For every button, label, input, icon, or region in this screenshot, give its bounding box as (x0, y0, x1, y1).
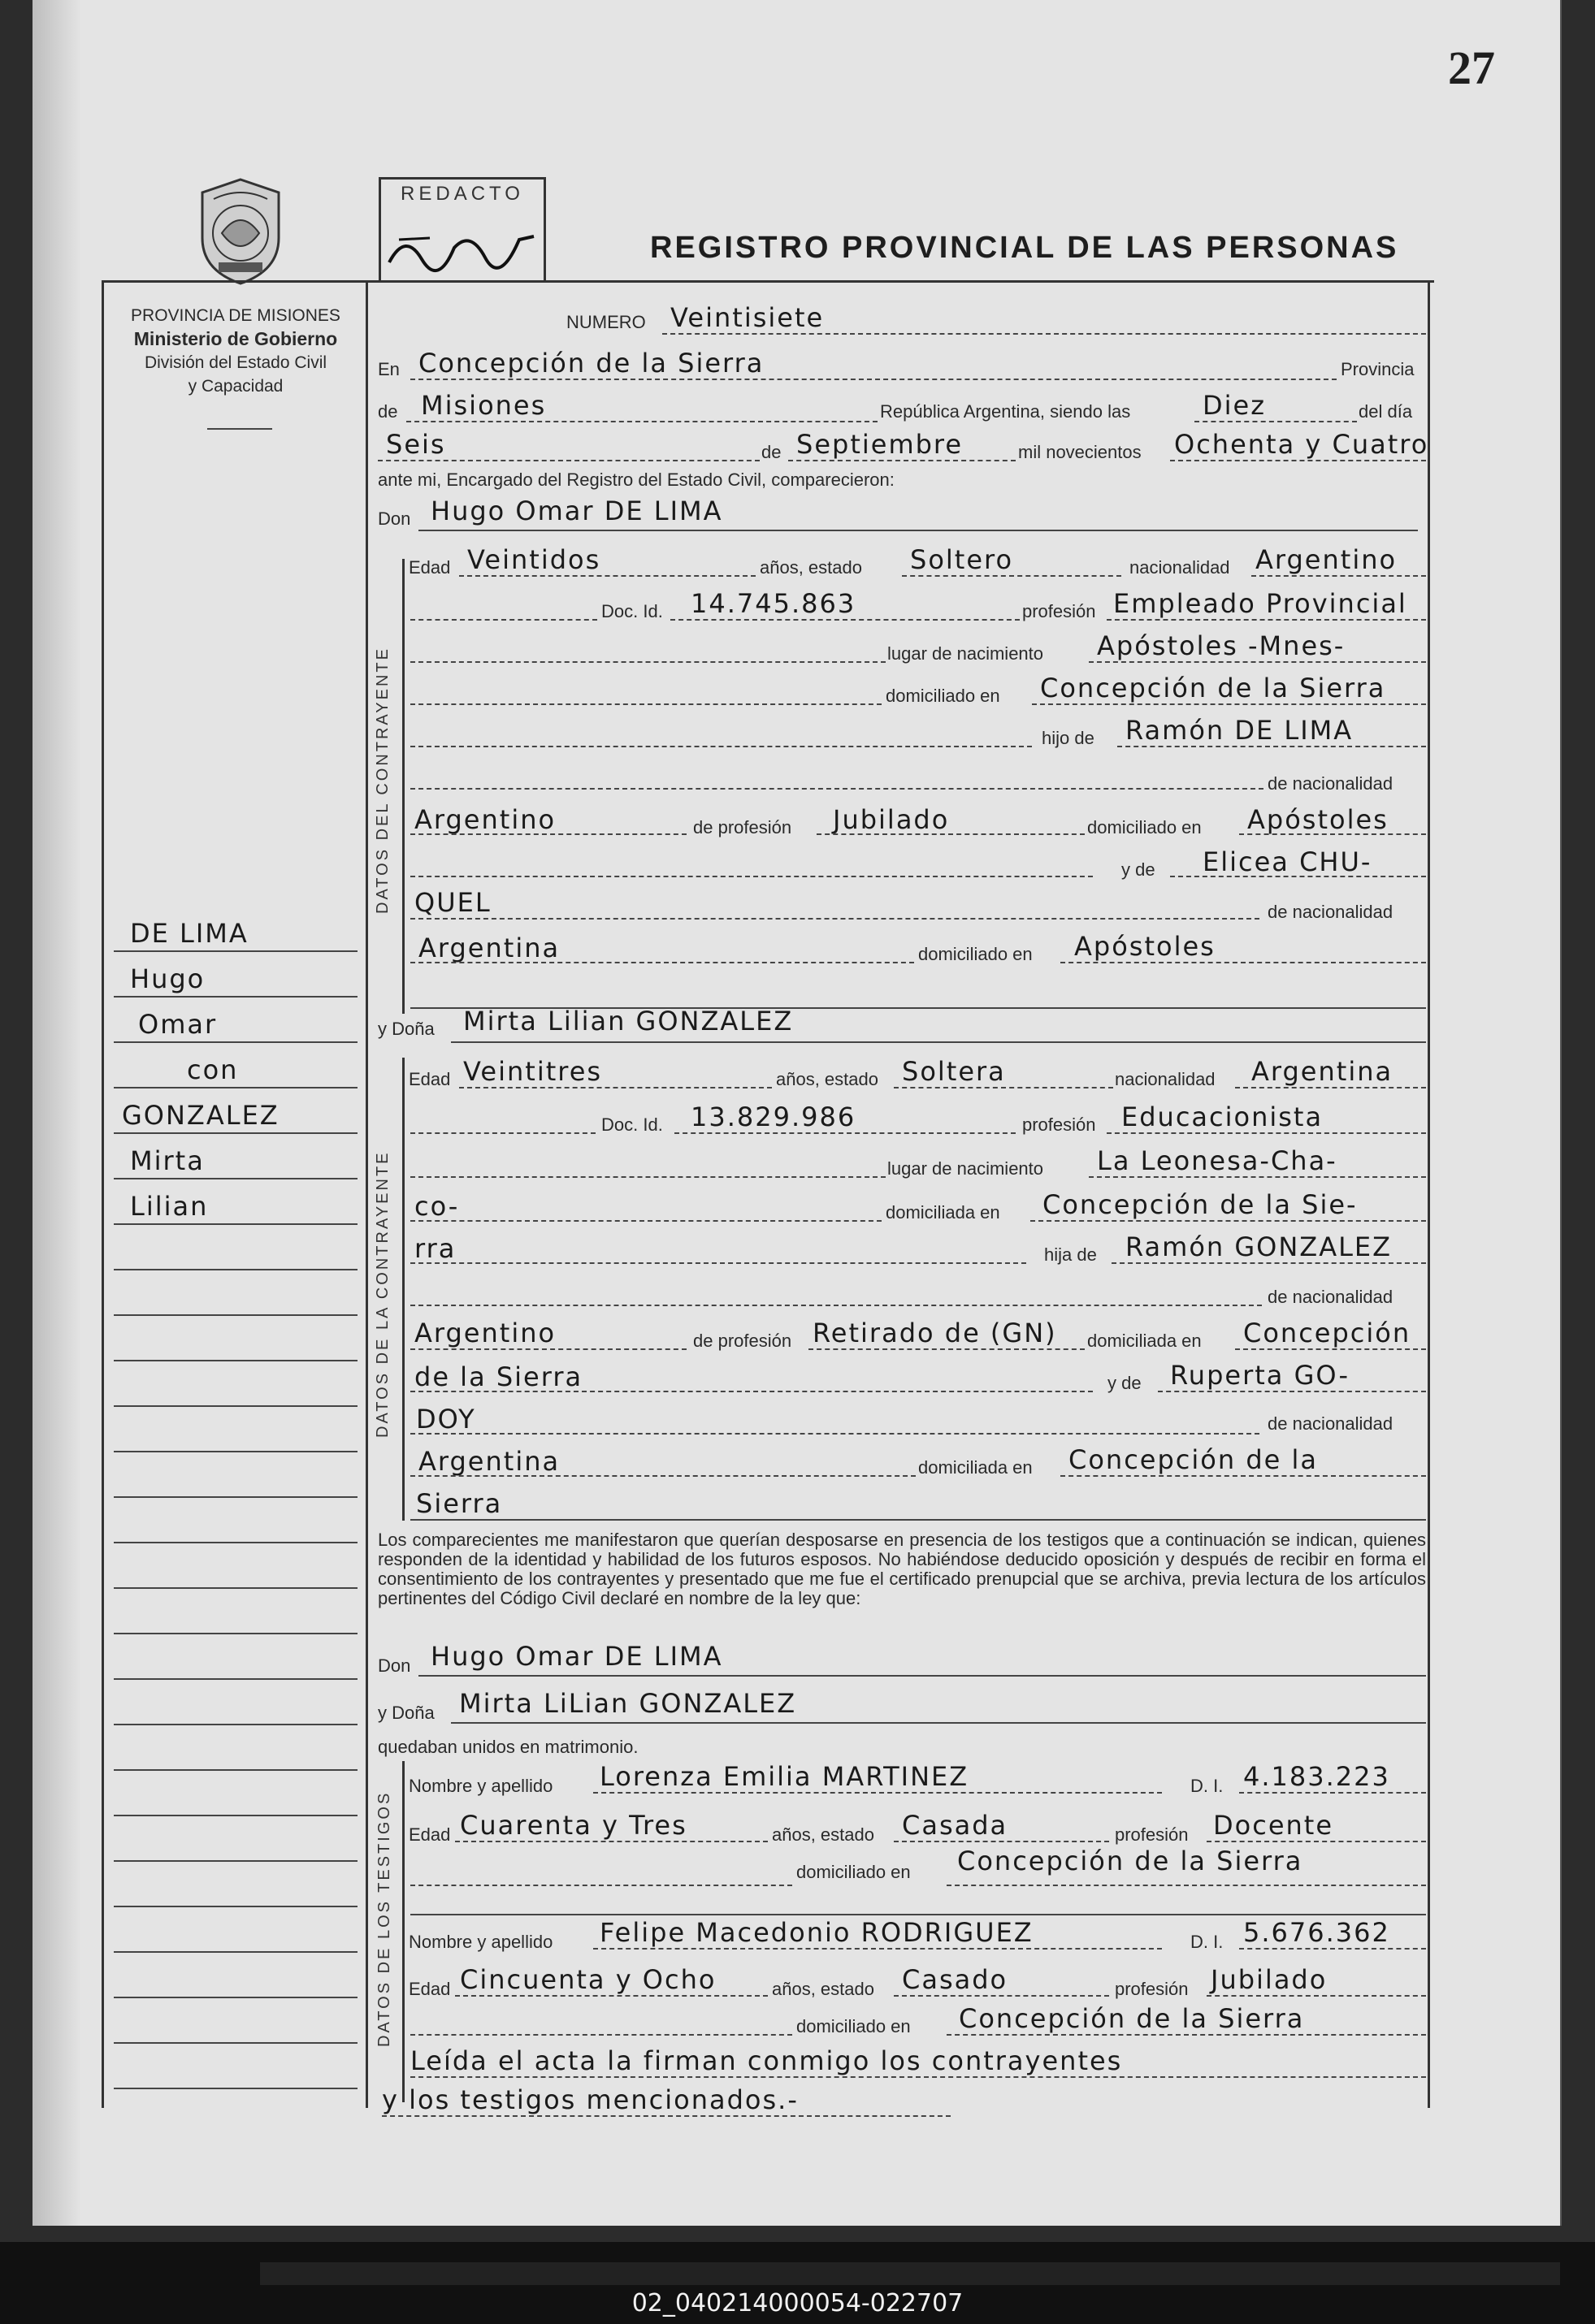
c1-dom-label: domiciliado en (886, 686, 1000, 706)
c1-madre-dom-line (1060, 962, 1426, 963)
t1-dom-leadline (410, 1885, 792, 1886)
c2-padre-domicilio-1: Concepción (1243, 1318, 1411, 1348)
c1-edad-value: Veintidos (467, 544, 601, 575)
c1-padre-dom-label: domiciliado en (1087, 817, 1202, 837)
c2-nac-label: nacionalidad (1115, 1069, 1216, 1089)
c1-lugar-label: lugar de nacimiento (887, 643, 1044, 664)
margin-surname1: DE LIMA (130, 918, 249, 949)
c2-domicilio-value-2: rra (414, 1233, 457, 1264)
testigos-bracket (402, 1761, 405, 2102)
c2-padre-prof-line (808, 1348, 1085, 1350)
dona-label: y Doña (378, 1019, 435, 1039)
c1-profesion-value: Empleado Provincial (1113, 588, 1407, 619)
numero-line (662, 333, 1426, 335)
c1-edad-label: Edad (409, 557, 451, 578)
t1-closing-line (410, 1914, 1426, 1915)
image-identifier: 02_040214000054-022707 (631, 2289, 964, 2318)
t1-nombre-value: Lorenza Emilia MARTINEZ (600, 1761, 969, 1792)
contrayente1-bracket (402, 559, 405, 1014)
c1-dom-line (1032, 703, 1426, 705)
c1-padre-domicilio: Apóstoles (1247, 804, 1389, 835)
c2-padre-domicilio-2: de la Sierra (414, 1361, 583, 1392)
c2-padre-line (1112, 1262, 1426, 1264)
c2-hija-label: hija de (1044, 1244, 1097, 1265)
t1-dom-label: domiciliado en (796, 1862, 911, 1882)
closing-line-1: Leída el acta la firman conmigo los contrayentes (410, 2045, 1123, 2076)
closing-underline-2 (382, 2115, 951, 2117)
c1-lugar-line (1089, 661, 1426, 663)
c1-lugar-leadline (410, 661, 886, 663)
c2-padre-nacionalidad: Argentino (414, 1318, 557, 1348)
c1-padre-line (1117, 746, 1426, 747)
t2-anios-label: años, estado (772, 1979, 874, 1999)
t1-di-line (1239, 1792, 1426, 1794)
c1-edad-line (459, 575, 756, 577)
contrayente2-nombre-line (451, 1041, 1426, 1043)
c1-padre-nac-line (410, 833, 687, 835)
t1-estado-line (894, 1841, 1109, 1842)
c1-madre-nacionalidad: Argentina (418, 933, 561, 963)
c2-madre-line (1158, 1391, 1426, 1392)
t2-profesion-value: Jubilado (1211, 1964, 1328, 1995)
closing-underline-1 (410, 2076, 1426, 2078)
t1-domicilio-value: Concepción de la Sierra (957, 1846, 1303, 1876)
c1-padre-nac-leadline (410, 788, 1263, 790)
provincia-value: Misiones (421, 390, 547, 421)
c2-padre-nac-line (410, 1348, 687, 1350)
numero-label: NUMERO (566, 312, 646, 332)
margin-given4: Lilian (130, 1191, 209, 1222)
ministry-rule (207, 428, 272, 430)
c1-doc-leadline (410, 619, 597, 621)
c2-madre-dom-line (1060, 1475, 1426, 1477)
republica-label: República Argentina, siendo las (880, 401, 1131, 422)
c2-dom-label: domiciliada en (886, 1202, 1000, 1223)
c2-hija-leadline (410, 1262, 1026, 1264)
t1-nombre-label: Nombre y apellido (409, 1776, 553, 1796)
c2-madre-dom-label: domiciliada en (918, 1457, 1033, 1478)
ministry-division: División del Estado Civil (144, 353, 327, 372)
hora-line (1194, 421, 1357, 422)
c1-padre-prof-label: de profesión (693, 817, 792, 837)
dia-value: Seis (386, 429, 446, 460)
don-label: Don (378, 509, 411, 529)
provincial-crest-icon (189, 175, 292, 288)
c1-madre-nac-line (410, 962, 914, 963)
t2-di-label: D. I. (1190, 1932, 1224, 1952)
c2-yde-leadline (410, 1391, 1093, 1392)
c1-padre-profesion: Jubilado (833, 804, 950, 835)
header-rule (102, 280, 1434, 283)
lugar-line (410, 379, 1337, 380)
c2-padre-nac-label: de nacionalidad (1268, 1287, 1393, 1307)
c2-padre-value: Ramón GONZALEZ (1125, 1231, 1393, 1262)
c2-edad-value: Veintitres (463, 1056, 603, 1087)
t2-di-value: 5.676.362 (1243, 1917, 1390, 1948)
c1-doc-line (670, 619, 1020, 621)
ministry-capacidad: y Capacidad (188, 377, 284, 396)
c1-dom-leadline (410, 703, 882, 705)
testigos-side-label: DATOS DE LOS TESTIGOS (375, 1790, 393, 2047)
margin-given3: Mirta (130, 1145, 205, 1176)
page-number: 27 (1448, 41, 1495, 94)
t2-nombre-line (593, 1948, 1162, 1950)
t2-edad-line (455, 1995, 768, 1997)
c2-madre-nacionalidad: Argentina (418, 1446, 561, 1477)
provincia-label: Provincia (1341, 359, 1415, 379)
t1-edad-label: Edad (409, 1824, 451, 1845)
contrayente2-side-label: DATOS DE LA CONTRAYENTE (374, 1150, 392, 1438)
t1-di-value: 4.183.223 (1243, 1761, 1390, 1792)
margin-surname2: GONZALEZ (122, 1100, 280, 1131)
c2-estado-line (894, 1087, 1113, 1088)
declaration-paragraph: Los comparecientes me manifestaron que querían desposarse en presencia de los testigos que a continuación se indican, quienes responden de la identidad y habilidad de los futuros esposos. No habiéndose deducido oposición y después de recibir en forma el consentimiento de los contrayentes y presentado que me fue el certificado prenupcial que se archiva, previa lectura de los artículos pertinentes del Código Civil declaré en nombre de la ley que: (378, 1530, 1426, 1608)
c1-padre-value: Ramón DE LIMA (1125, 715, 1354, 746)
c2-edad-label: Edad (409, 1069, 451, 1089)
c2-madre-domicilio-1: Concepción de la (1068, 1444, 1318, 1475)
c2-dom-line (1030, 1220, 1426, 1222)
de-label: de (378, 401, 398, 422)
contrayente1-nombre-line (418, 530, 1418, 531)
c2-madre-domicilio-2: Sierra (416, 1488, 503, 1519)
t2-edad-value: Cincuenta y Ocho (460, 1964, 717, 1995)
c2-padre-dom-line (1235, 1348, 1426, 1350)
redacto-stamp (379, 177, 546, 283)
c2-madre-part1: Ruperta GO- (1170, 1360, 1350, 1391)
union-dona-label: y Doña (378, 1703, 435, 1723)
c1-anios-label: años, estado (760, 557, 862, 578)
c2-anios-label: años, estado (776, 1069, 878, 1089)
c1-nac-label: nacionalidad (1129, 557, 1230, 578)
c1-domicilio-value: Concepción de la Sierra (1040, 673, 1386, 703)
t2-dom-line (947, 2034, 1426, 2036)
contrayente1-side-label: DATOS DEL CONTRAYENTE (374, 647, 392, 914)
t2-nombre-value: Felipe Macedonio RODRIGUEZ (600, 1917, 1034, 1948)
t2-estado-value: Casado (902, 1964, 1008, 1995)
contrayente2-bracket (402, 1058, 405, 1521)
c1-padre-prof-line (817, 833, 1085, 835)
c2-madre-nac-label: de nacionalidad (1268, 1413, 1393, 1434)
ministry-name: Ministerio de Gobierno (133, 328, 338, 349)
t1-prof-label: profesión (1115, 1824, 1189, 1845)
contrayente1-nombre: Hugo Omar DE LIMA (431, 496, 723, 526)
c1-estado-value: Soltero (910, 544, 1014, 575)
t1-dom-line (947, 1885, 1426, 1886)
t2-domicilio-value: Concepción de la Sierra (959, 2003, 1305, 2034)
page-shadow (33, 0, 81, 2226)
stamp-label: REDACTO (401, 183, 524, 205)
union-dona-value: Mirta LiLian GONZALEZ (459, 1688, 797, 1719)
t2-edad-label: Edad (409, 1979, 451, 1999)
c2-prof-label: profesión (1022, 1114, 1096, 1135)
c1-madre-part2: QUEL (414, 887, 492, 918)
right-frame-line (1428, 280, 1430, 2108)
c2-prof-line (1107, 1132, 1426, 1134)
ministry-province: PROVINCIA DE MISIONES (131, 306, 340, 325)
dia-line (378, 460, 760, 461)
lugar-value: Concepción de la Sierra (418, 348, 765, 379)
c1-yde-leadline (410, 876, 1093, 877)
c2-yde-label: y de (1107, 1373, 1142, 1393)
margin-divider (366, 280, 368, 2108)
margin-given1: Hugo (130, 963, 206, 994)
c2-madre2-line (410, 1433, 1259, 1435)
hora-value: Diez (1203, 390, 1267, 421)
c2-domicilio-value-1: Concepción de la Sie- (1042, 1189, 1358, 1220)
t2-dom-label: domiciliado en (796, 2016, 911, 2036)
c2-profesion-value: Educacionista (1121, 1101, 1324, 1132)
ante-mi-text: ante mi, Encargado del Registro del Estado Civil, comparecieron: (378, 470, 895, 490)
c1-nac-line (1251, 575, 1426, 577)
margin-con: con (187, 1054, 239, 1085)
c1-madre-nac-label: de nacionalidad (1268, 902, 1393, 922)
c2-doc-value: 13.829.986 (691, 1101, 856, 1132)
c2-padre-nac-leadline (410, 1305, 1262, 1306)
c1-nacionalidad-value: Argentino (1255, 544, 1398, 575)
mes-line (788, 460, 1016, 461)
ministry-heading (106, 304, 366, 398)
c2-closing-line (410, 1519, 1426, 1521)
c2-lugar-label: lugar de nacimiento (887, 1158, 1044, 1179)
c1-padre-nacionalidad: Argentino (414, 804, 557, 835)
margin-given2: Omar (138, 1009, 218, 1040)
t1-nombre-line (593, 1792, 1162, 1794)
page-title: REGISTRO PROVINCIAL DE LAS PERSONAS (650, 231, 1399, 265)
c1-madre2-line (410, 918, 1259, 920)
binding-strip (260, 2262, 1560, 2285)
c1-madre-line (1170, 876, 1426, 877)
t1-profesion-value: Docente (1213, 1810, 1334, 1841)
c2-nacionalidad-value: Argentina (1251, 1056, 1393, 1087)
numero-value: Veintisiete (670, 302, 825, 333)
c1-hijo-label: hijo de (1042, 728, 1094, 748)
c2-doc-leadline (410, 1132, 596, 1134)
en-label: En (378, 359, 400, 379)
c2-madre-part2: DOY (416, 1404, 476, 1435)
t2-nombre-label: Nombre y apellido (409, 1932, 553, 1952)
t2-prof-line (1207, 1995, 1426, 1997)
anio-line (1170, 460, 1426, 461)
c2-edad-line (459, 1087, 772, 1088)
c1-yde-label: y de (1121, 859, 1155, 880)
t1-prof-line (1207, 1841, 1426, 1842)
closing-line-2: y los testigos mencionados.- (382, 2084, 799, 2115)
c1-padre-nac-label: de nacionalidad (1268, 773, 1393, 794)
c2-padre-dom-label: domiciliada en (1087, 1331, 1202, 1351)
c1-madre-part1: Elicea CHU- (1203, 846, 1372, 877)
t1-anios-label: años, estado (772, 1824, 874, 1845)
mes-value: Septiembre (796, 429, 964, 460)
c2-doc-line (674, 1132, 1016, 1134)
anio-value: Ochenta y Cuatro (1174, 429, 1429, 460)
contrayente2-nombre: Mirta Lilian GONZALEZ (463, 1006, 794, 1036)
t2-estado-line (894, 1995, 1109, 1997)
c1-madre-domicilio: Apóstoles (1074, 931, 1216, 962)
c2-lugar-value-1: La Leonesa-Cha- (1097, 1145, 1337, 1176)
c1-doc-value: 14.745.863 (691, 588, 856, 619)
t2-dom-leadline (410, 2034, 792, 2036)
t1-edad-value: Cuarenta y Tres (460, 1810, 687, 1841)
union-dona-line (451, 1722, 1426, 1724)
c1-hijo-leadline (410, 746, 1032, 747)
de-mes-label: de (761, 442, 782, 462)
c1-estado-line (902, 575, 1121, 577)
c2-dom-leadline (410, 1220, 882, 1222)
del-dia-label: del día (1359, 401, 1413, 422)
t1-edad-line (455, 1841, 768, 1842)
c2-madre-nac-line (410, 1475, 916, 1477)
provincia-line (406, 421, 878, 422)
c1-madre-dom-label: domiciliado en (918, 944, 1033, 964)
t2-prof-label: profesión (1115, 1979, 1189, 1999)
c1-prof-label: profesión (1022, 601, 1096, 621)
c2-estado-value: Soltera (902, 1056, 1006, 1087)
c2-padre-prof-label: de profesión (693, 1331, 792, 1351)
signature-scribble (381, 215, 544, 277)
left-frame-line (102, 280, 104, 2108)
t1-di-label: D. I. (1190, 1776, 1224, 1796)
union-don-value: Hugo Omar DE LIMA (431, 1641, 723, 1672)
c2-lugar-leadline (410, 1176, 886, 1178)
union-don-line (418, 1675, 1426, 1677)
c1-prof-line (1107, 619, 1426, 621)
c2-doc-label: Doc. Id. (601, 1114, 663, 1135)
quedaban-text: quedaban unidos en matrimonio. (378, 1737, 639, 1757)
union-don-label: Don (378, 1655, 411, 1676)
t2-di-line (1239, 1948, 1426, 1950)
c1-padre-dom-line (1239, 833, 1426, 835)
c2-lugar-line (1089, 1176, 1426, 1178)
mil-label: mil novecientos (1018, 442, 1142, 462)
t1-estado-value: Casada (902, 1810, 1008, 1841)
c2-lugar-value-2: co- (414, 1191, 460, 1222)
c2-nac-line (1235, 1087, 1426, 1088)
c2-padre-profesion: Retirado de (GN) (813, 1318, 1057, 1348)
c1-lugar-value: Apóstoles -Mnes- (1097, 630, 1346, 661)
c1-doc-label: Doc. Id. (601, 601, 663, 621)
